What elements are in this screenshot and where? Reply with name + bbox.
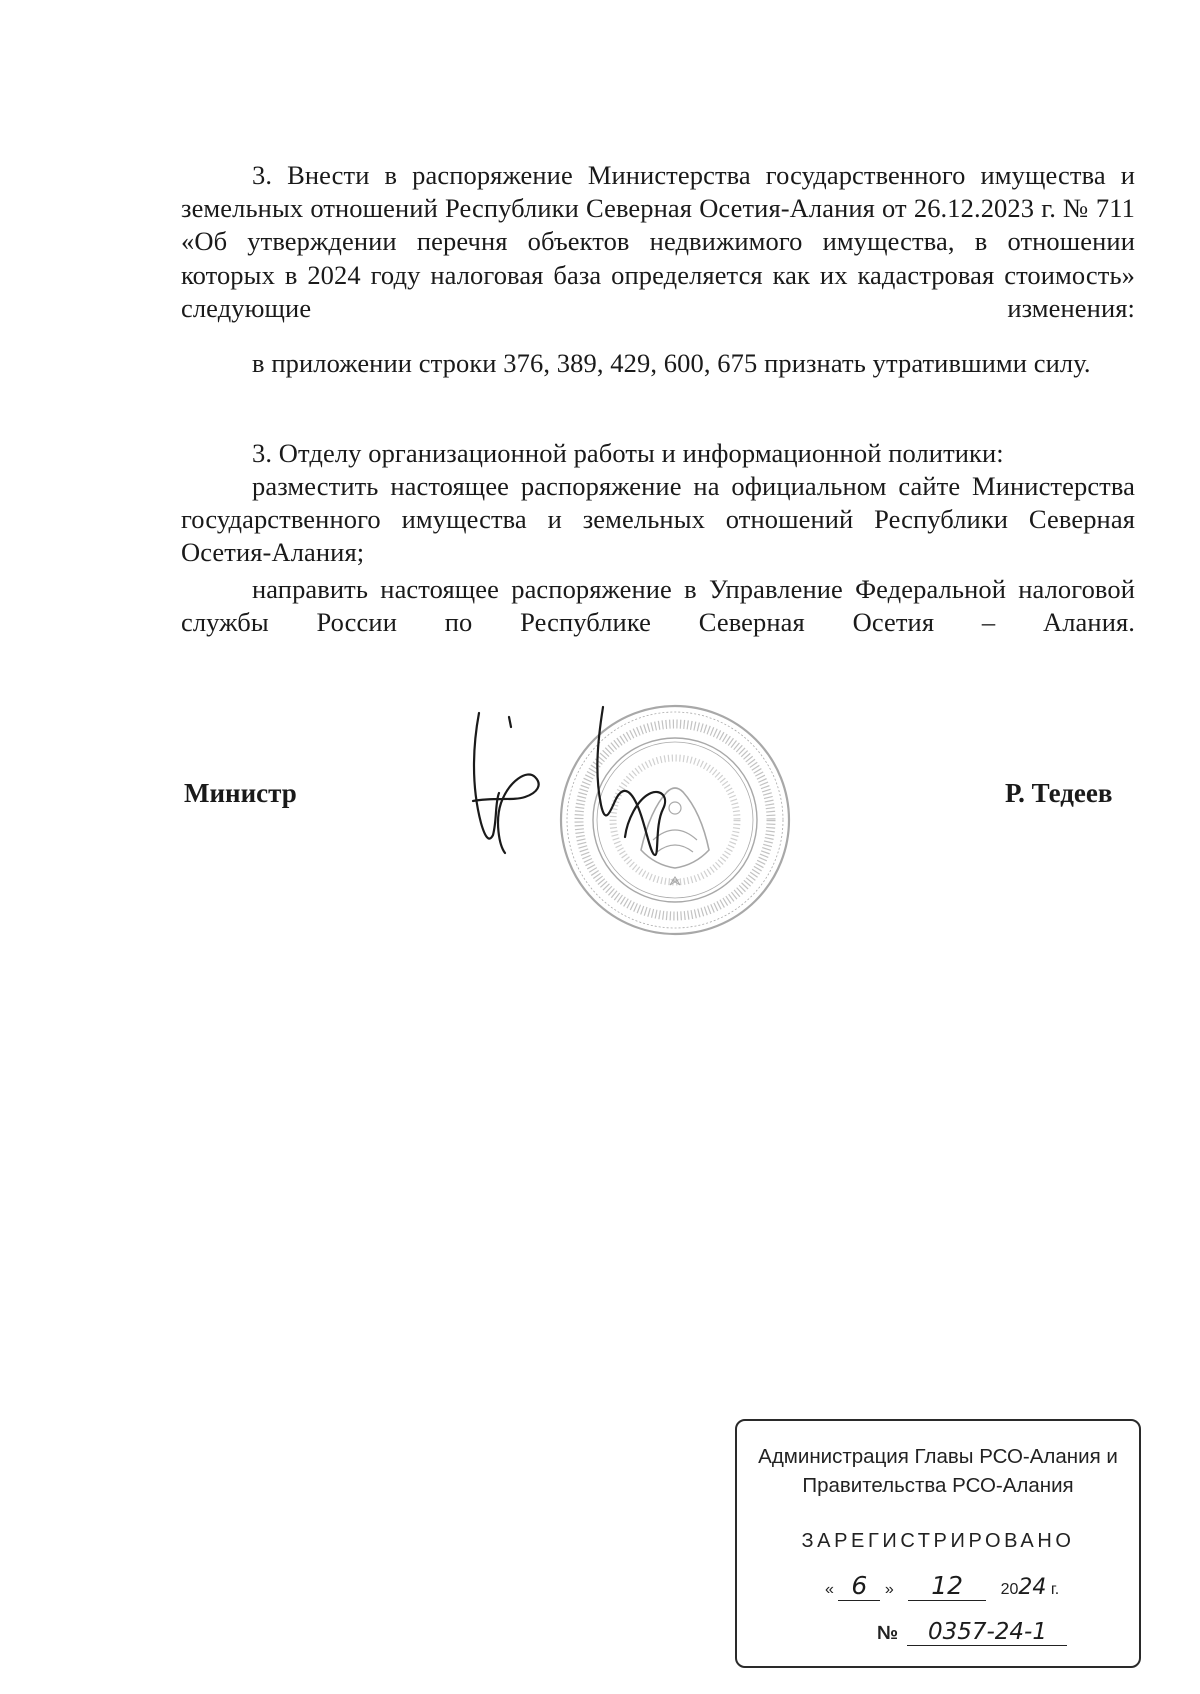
- paragraph-send: направить настоящее распоряжение в Управление Федеральной налоговой службы России по Республике Северная Осетия – Алания.: [181, 574, 1135, 638]
- stamp-number: [877, 1619, 1117, 1653]
- stamp-organization-line-1: Администрация Главы РСО-Алания и: [758, 1445, 1118, 1468]
- date-quote-close: »: [884, 1581, 894, 1598]
- stamp-date: [825, 1571, 1095, 1611]
- paragraph-amendment: 3. Внести в распоряжение Министерства государственного имущества и земельных отношений Республики Северная Осетия-Алания от 26.12.2023 г. № 711 «Об утверждении перечня объектов недвижимого имущества, в отношении которых в 2024 году налоговая база определяется как их кадастровая стоимость» следующие изменения:: [181, 160, 1135, 323]
- date-year-unit: г.: [1050, 1581, 1060, 1598]
- paragraph-department: 3. Отделу организационной работы и информационной политики:: [252, 438, 1004, 468]
- date-day: 6: [838, 1571, 880, 1601]
- stamp-status: ЗАРЕГИСТРИРОВАНО: [801, 1530, 1075, 1552]
- date-month: 12: [908, 1571, 986, 1601]
- date-year-suffix: 24: [1018, 1575, 1047, 1600]
- paragraph-change: в приложении строки 376, 389, 429, 600, 675 признать утратившими силу.: [252, 348, 1091, 378]
- number-label: №: [877, 1623, 899, 1644]
- signatory-name: Р. Тедеев: [1005, 778, 1113, 808]
- paragraph-publish: разместить настоящее распоряжение на официальном сайте Министерства государственного имущества и земельных отношений Республики Северная Осетия-Алания;: [181, 471, 1135, 568]
- date-year-prefix: 20: [1000, 1581, 1019, 1598]
- date-quote-open: «: [825, 1581, 834, 1598]
- signatory-title: Министр: [184, 778, 297, 808]
- registration-number: 0357-24-1: [907, 1619, 1067, 1646]
- registration-stamp: [735, 1419, 1141, 1668]
- signature: [465, 705, 795, 890]
- stamp-organization-line-2: Правительства РСО-Алания: [802, 1474, 1074, 1497]
